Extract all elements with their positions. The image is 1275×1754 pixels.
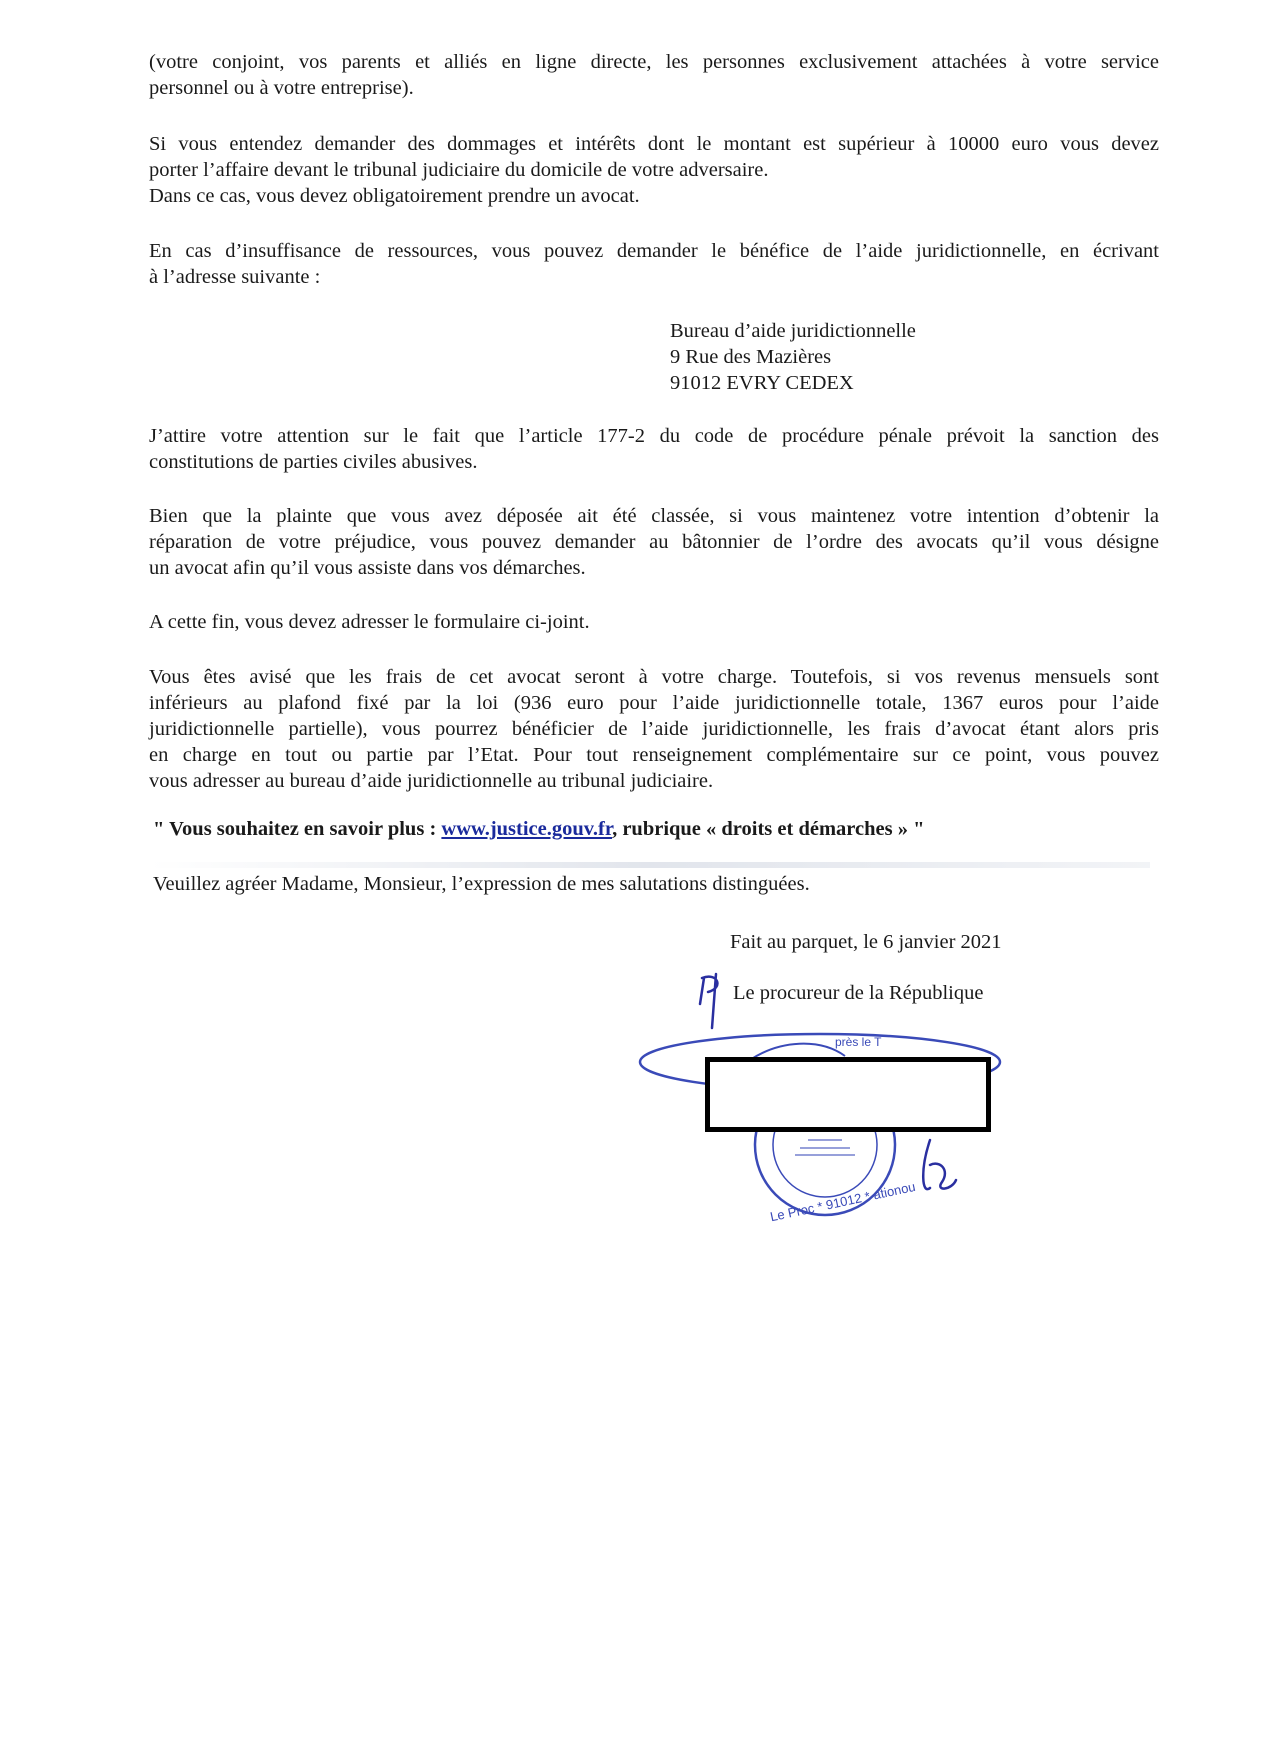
text-line: constitutions de parties civiles abusives. [149, 451, 478, 473]
address-line: 91012 EVRY CEDEX [670, 372, 854, 394]
text-line: porter l’affaire devant le tribunal judiciaire du domicile de votre adversaire. [149, 159, 769, 181]
text-line: Si vous entendez demander des dommages et intérêts dont le montant est supérieur à 10000 euro vous devez [149, 133, 1159, 155]
paragraph-family [149, 49, 1159, 101]
text-line: (votre conjoint, vos parents et alliés en ligne directe, les personnes exclusivement attachées à votre service [149, 51, 1159, 73]
text-line: réparation de votre préjudice, vous pouvez demander au bâtonnier de l’ordre des avocats qu’il vous désigne [149, 531, 1159, 553]
scan-artifact [150, 862, 1150, 868]
address-line: Bureau d’aide juridictionnelle [670, 320, 916, 342]
stamp-top-text: près le T [835, 1035, 882, 1049]
text-line: En cas d’insuffisance de ressources, vous pouvez demander le bénéfice de l’aide juridictionnelle, en écrivant [149, 240, 1159, 262]
address-line: 9 Rue des Mazières [670, 346, 832, 368]
text-line: vous adresser au bureau d’aide juridictionnelle au tribunal judiciaire. [149, 770, 714, 792]
text-line: Dans ce cas, vous devez obligatoirement prendre un avocat. [149, 185, 640, 207]
text-line: un avocat afin qu’il vous assiste dans vos démarches. [149, 557, 586, 579]
text-line: à l’adresse suivante : [149, 266, 321, 288]
text-line: Vous êtes avisé que les frais de cet avocat seront à votre charge. Toutefois, si vos revenus mensuels sont [149, 666, 1159, 688]
paragraph-legal-aid [149, 238, 1159, 290]
stamp-bottom-text: Le Proc * 91012 * ationou [768, 1178, 917, 1225]
text-line: J’attire votre attention sur le fait que l’article 177-2 du code de procédure pénale prévoit la sanction des [149, 425, 1159, 447]
date-line: Fait au parquet, le 6 janvier 2021 [730, 931, 1002, 953]
address-block [670, 318, 916, 396]
info-prefix: " Vous souhaitez en savoir plus : [153, 818, 442, 840]
signer-title: Le procureur de la République [733, 982, 984, 1004]
info-suffix: , rubrique « droits et démarches » " [612, 818, 925, 840]
paragraph-complaint [149, 503, 1159, 581]
paragraph-article [149, 423, 1159, 475]
paragraph-damages [149, 131, 1159, 209]
text-line: en charge en tout ou partie par l’Etat. Pour tout renseignement complémentaire sur ce point, vous pouvez [149, 744, 1159, 766]
paragraph-fees [149, 664, 1159, 794]
text-line: juridictionnelle partielle), vous pourrez bénéficier de l’aide juridictionnelle, les frais d’avocat étant alors pris [149, 718, 1159, 740]
redaction-box [705, 1057, 991, 1132]
info-line [153, 818, 924, 841]
text-line: personnel ou à votre entreprise). [149, 77, 414, 99]
text-line: Bien que la plainte que vous avez déposée ait été classée, si vous maintenez votre intention d’obtenir la [149, 505, 1159, 527]
text-line: inférieurs au plafond fixé par la loi (936 euro pour l’aide juridictionnelle totale, 1367 euros pour l’aide [149, 692, 1159, 714]
justice-link[interactable]: www.justice.gouv.fr [441, 818, 613, 840]
text-line: A cette fin, vous devez adresser le formulaire ci-joint. [149, 611, 590, 633]
paragraph-form [149, 609, 1159, 635]
closing-salutation: Veuillez agréer Madame, Monsieur, l’expression de mes salutations distinguées. [153, 873, 810, 895]
